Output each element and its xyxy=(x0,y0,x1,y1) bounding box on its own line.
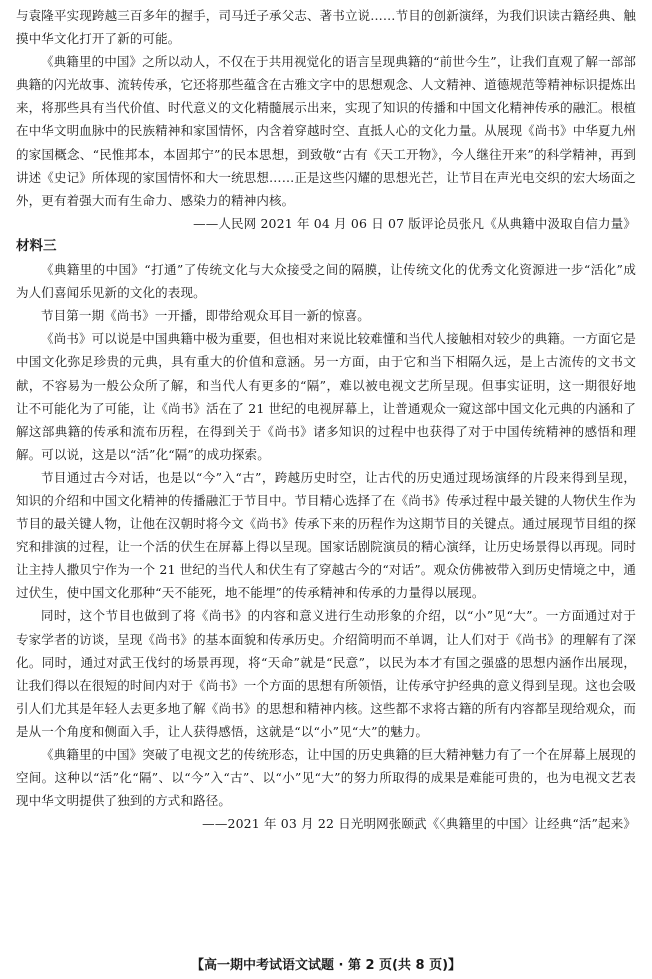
material-2-paragraph-1: 与袁隆平实现跨越三百多年的握手，司马迁子承父志、著书立说……节目的创新演绎，为我们识读古籍经典、触摸中华文化打开了新的可能。 xyxy=(16,8,636,47)
material-3-paragraph-4: 节目通过古今对话，也是以“今”入“古”，跨越历史时空，让古代的历史通过现场演绎的片段来得到呈现，知识的介绍和中国文化精神的传播融汇于节目中。节目精心选择了在《尚书》传承过程中最关键的人物伏生作为节目的最关键人物，让他在汉朝时将今文《尚书》传承下来的历程作为这期节目的关键点。通过展现节目组的探究和排演的过程，让一个活的伏生在屏幕上得以呈现。国家话剧院演员的精心演绎，让历史场景得以再现。同时让主持人撒贝宁作为一个 21 世纪的当代人和伏生有了穿越古今的“对话”。观众仿佛被带入到历史情境之中，通过伏生，使中国文化那种“天不能死，地不能埋”的传承精神和传承的力量得以展现。 xyxy=(16,469,636,601)
material-3-paragraph-3: 《尚书》可以说是中国典籍中极为重要，但也相对来说比较难懂和当代人接触相对较少的典籍。一方面它是中国文化弥足珍贵的元典，具有重大的价值和意涵。另一方面，由于它和当下相隔久远，是上古流传的文书文献，不容易为一般公众所了解，和当代人有更多的“隔”，难以被电视文艺所呈现。但事实证明，这一期很好地让不可能化为了可能，让《尚书》活在了 21 世纪的电视屏幕上，让普通观众一窥这部中国文化元典的内涵和了解这部典籍的传承和流布历程，在得到关于《尚书》诸多知识的过程中也获得了对于中国传统精神的感悟和理解。可以说，这是以“活”化“隔”的成功探索。 xyxy=(16,331,636,462)
material-3-paragraph-2: 节目第一期《尚书》一开播，即带给观众耳目一新的惊喜。 xyxy=(41,308,370,324)
material-3-source: ——2021 年 03 月 22 日光明网张颐武《〈典籍里的中国〉让经典“活”起来》 xyxy=(202,816,636,832)
material-2-source: ——人民网 2021 年 04 月 06 日 07 版评论员张凡《从典籍中汲取自信力量》 xyxy=(193,215,636,231)
material-3-paragraph-1: 《典籍里的中国》“打通”了传统文化与大众接受之间的隔膜，让传统文化的优秀文化资源进一步“活化”成为人们喜闻乐见新的文化的表现。 xyxy=(16,262,636,301)
material-2-continuation xyxy=(16,4,636,235)
material-3-section xyxy=(16,235,636,835)
page-footer: 【高一期中考试语文试题 · 第 2 页(共 8 页)】 xyxy=(190,958,462,973)
material-3-paragraph-5: 同时，这个节目也做到了将《尚书》的内容和意义进行生动形象的介绍，以“小”见“大”。一方面通过对于专家学者的访谈，呈现《尚书》的基本面貌和传承历史。介绍简明而不单调，让人们对于《尚书》的理解有了深化。同时，通过对武王伐纣的场景再现，将“天命”就是“民意”，以民为本才有国之强盛的思想内涵作出展现，让我们得以在很短的时间内对于《尚书》一个方面的思想有所领悟，让传承守护经典的意义得到呈现。这也会吸引人们尤其是年轻人去更多地了解《尚书》的思想和精神内核。这些都不求将古籍的所有内容都呈现给观众，而是从一个角度和侧面入手，让人获得感悟，这就是“以“小”见“大”的魅力。 xyxy=(16,608,636,739)
material-2-paragraph-2: 《典籍里的中国》之所以动人，不仅在于共用视觉化的语言呈现典籍的“前世今生”，让我们直观了解一部部典籍的闪光故事、流转传承，它还将那些蕴含在古雅文字中的思想观念、人文精神、道德规范等精神标识提炼出来，将那些具有当代价值、时代意义的文化精髓展示出来，实现了知识的传播和中国文化精神传承的融汇。根植在中华文明血脉中的民族精神和家国情怀，内含着穿越时空、直抵人心的文化力量。从展现《尚书》中华夏九州的家国概念、“民惟邦本，本固邦宁”的民本思想，到致敬“古有《天工开物》，今人继往开来”的科学精神，再到讲述《史记》所体现的家国情怀和大一统思想……正是这些闪耀的思想光芒，让节目在声光电交织的宏大场面之外，更有着强大而有生命力、感染力的精神内核。 xyxy=(16,54,636,208)
material-3-title: 材料三 xyxy=(16,237,57,254)
material-3-paragraph-6: 《典籍里的中国》突破了电视文艺的传统形态，让中国的历史典籍的巨大精神魅力有了一个在屏幕上展现的空间。这种以“活”化“隔”、以“今”入“古”、以“小”见“大”的努力所取得的成果是难能可贵的，也为电视文艺表现中华文明提供了独到的方式和路径。 xyxy=(16,747,636,809)
